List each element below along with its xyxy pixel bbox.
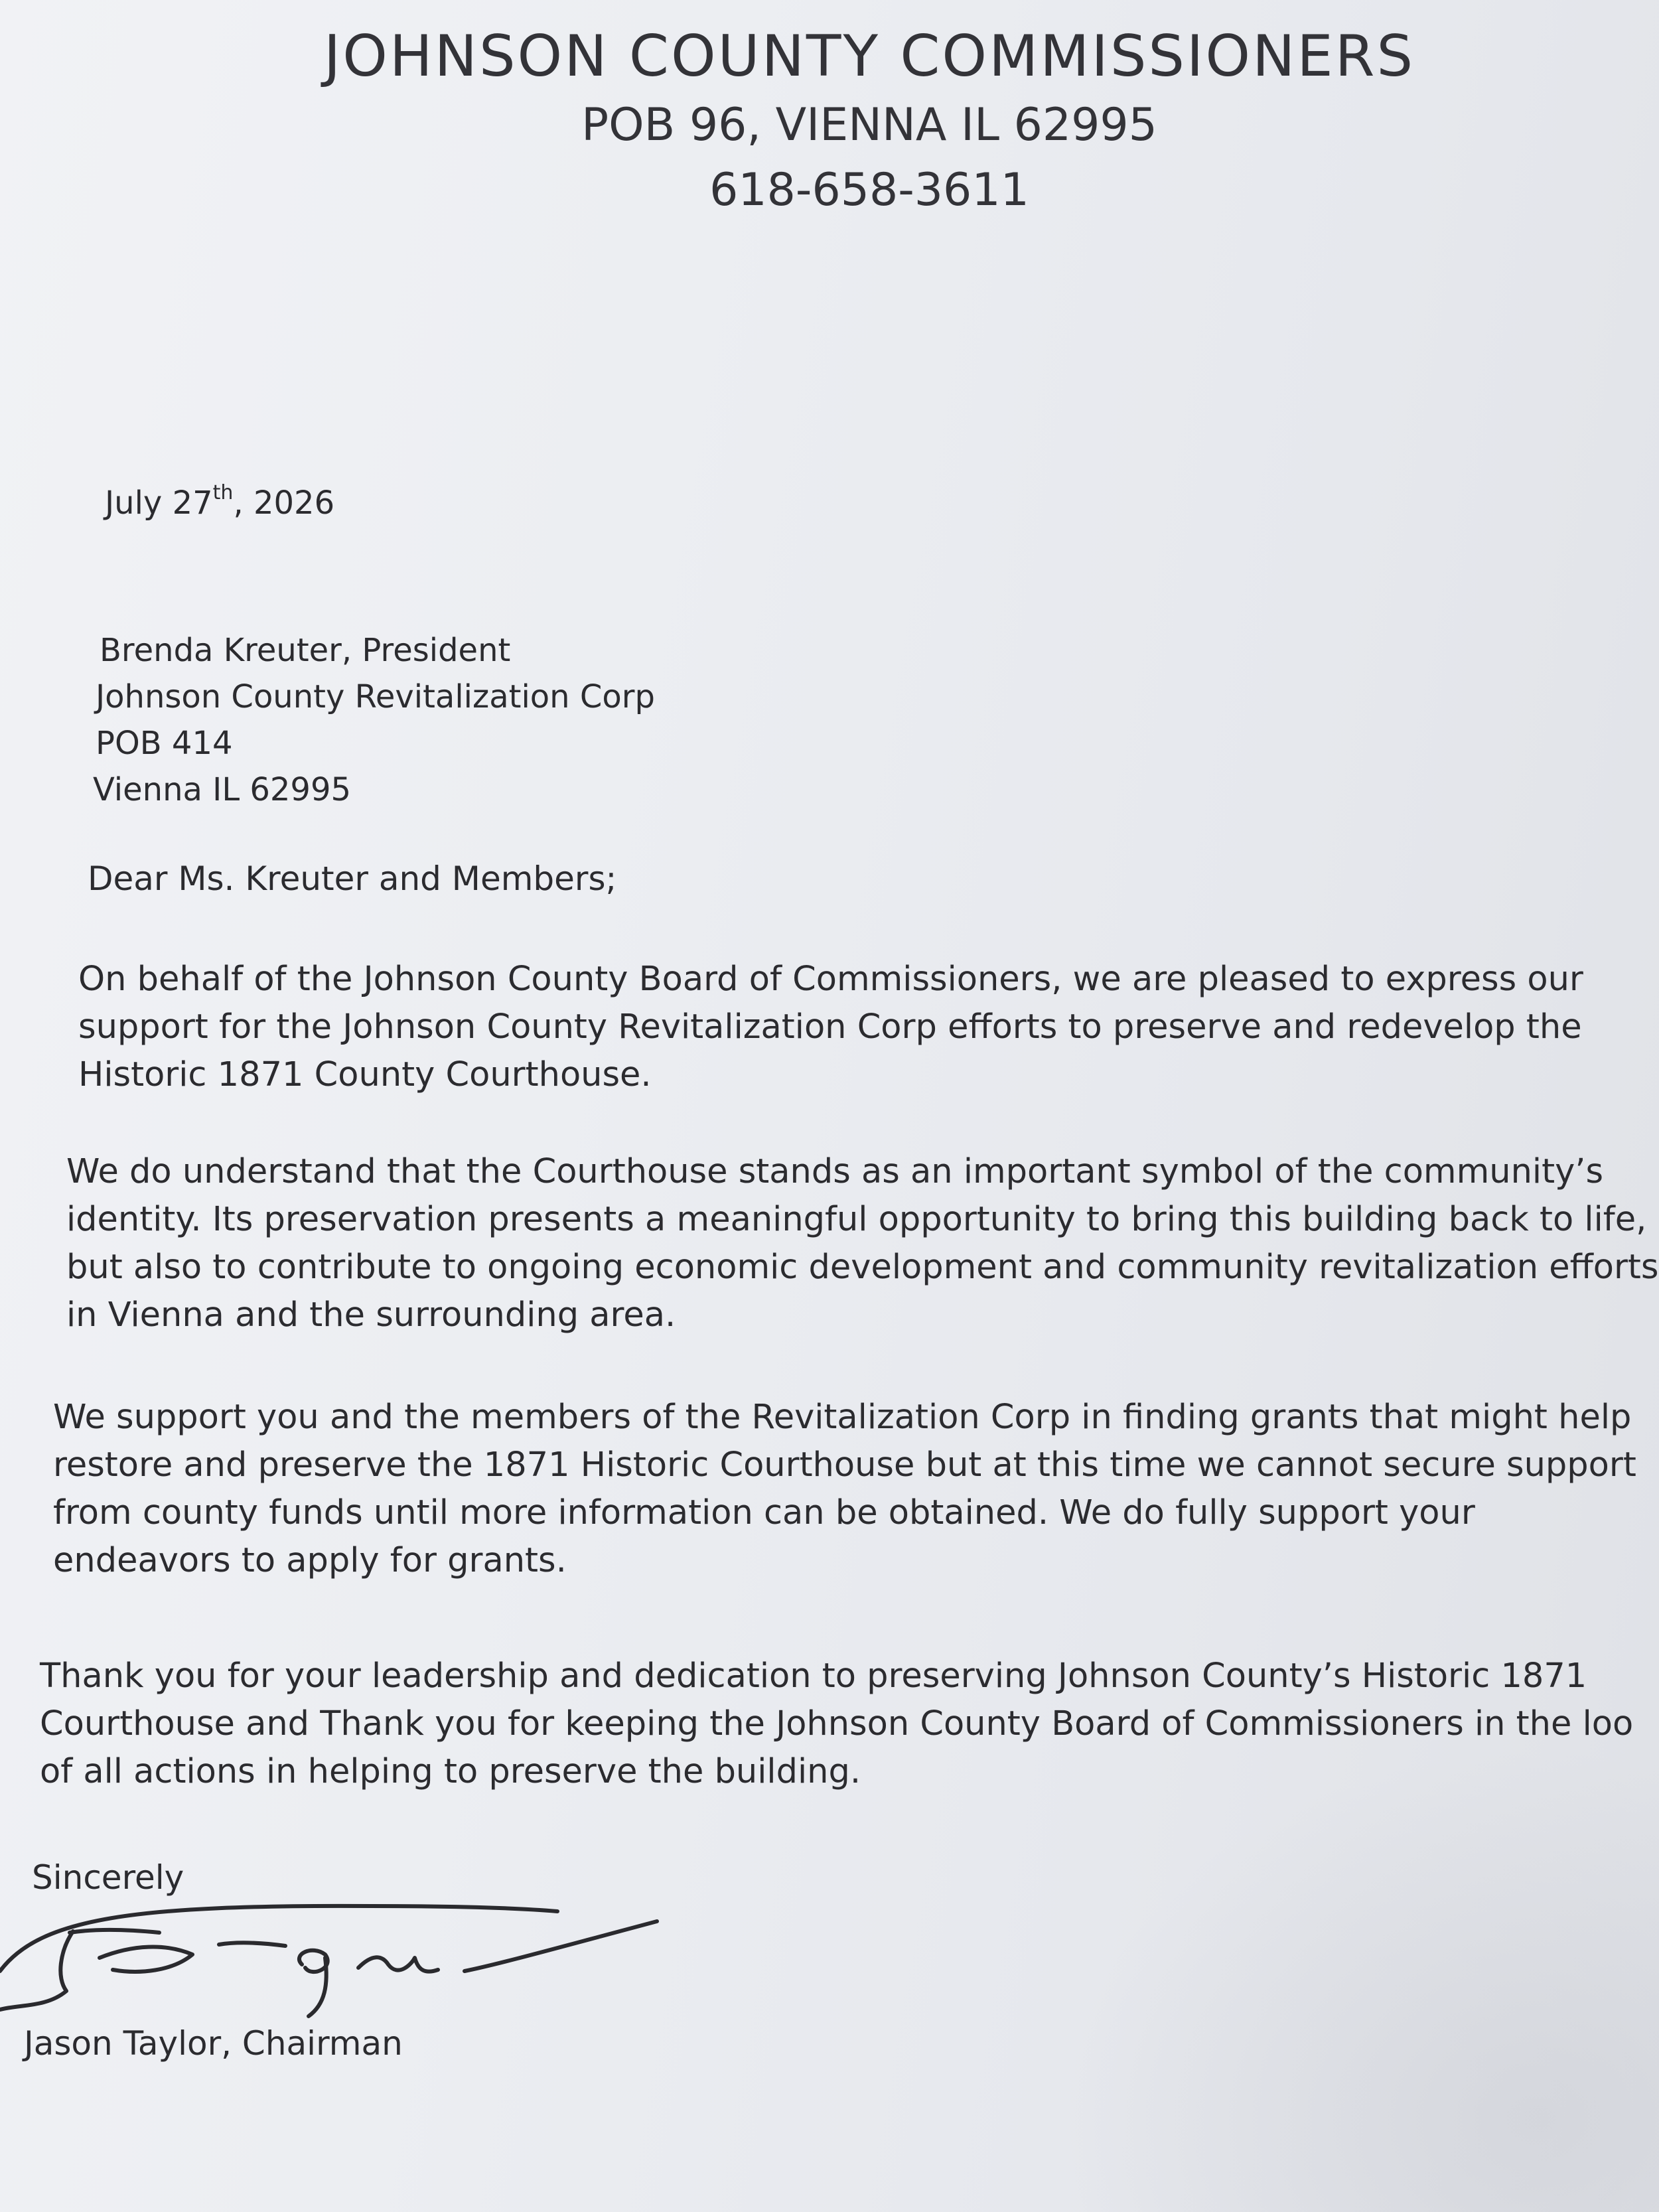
paragraph-line: support for the Johnson County Revitalization Corp efforts to preserve and redevelop the bbox=[78, 1007, 1582, 1047]
handwritten-signature bbox=[0, 1891, 664, 2024]
paragraph-line: Thank you for your leadership and dedication to preserving Johnson County’s Historic 1871 bbox=[40, 1657, 1587, 1696]
organization-name: JOHNSON COUNTY COMMISSIONERS bbox=[323, 23, 1415, 90]
body-paragraph bbox=[40, 1653, 1633, 1796]
paragraph-line: but also to contribute to ongoing economic development and community revitalization efforts bbox=[66, 1248, 1659, 1287]
paragraph-line: endeavors to apply for grants. bbox=[53, 1541, 567, 1580]
paragraph-line: of all actions in helping to preserve the building. bbox=[40, 1752, 861, 1791]
letterhead bbox=[0, 20, 1659, 223]
closing: Sincerely bbox=[32, 1858, 184, 1897]
recipient-line: Johnson County Revitalization Corp bbox=[96, 678, 655, 715]
paragraph-line: restore and preserve the 1871 Historic Courthouse but at this time we cannot secure support bbox=[53, 1445, 1636, 1485]
signer-name: Jason Taylor, Chairman bbox=[24, 2024, 403, 2063]
salutation: Dear Ms. Kreuter and Members; bbox=[88, 859, 617, 898]
paragraph-line: We support you and the members of the Revitalization Corp in finding grants that might help bbox=[53, 1398, 1632, 1437]
paragraph-line: Historic 1871 County Courthouse. bbox=[78, 1055, 652, 1094]
organization-address: POB 96, VIENNA IL 62995 bbox=[581, 99, 1157, 151]
date-month-day: July 27 bbox=[105, 484, 213, 522]
recipient-line: Vienna IL 62995 bbox=[93, 771, 352, 808]
body-paragraph bbox=[53, 1394, 1636, 1585]
organization-phone: 618-658-3611 bbox=[709, 164, 1029, 216]
date-year: , 2026 bbox=[233, 484, 335, 522]
paper-shadow bbox=[1062, 1747, 1659, 2212]
paragraph-line: Courthouse and Thank you for keeping the Johnson County Board of Commissioners in the loo bbox=[40, 1704, 1634, 1743]
recipient-line: POB 414 bbox=[96, 725, 233, 762]
letter-date bbox=[105, 481, 335, 522]
body-paragraph bbox=[78, 956, 1583, 1099]
body-paragraph bbox=[66, 1148, 1659, 1339]
recipient-address bbox=[93, 627, 655, 813]
recipient-line: Brenda Kreuter, President bbox=[100, 632, 511, 669]
date-ordinal: th bbox=[212, 481, 234, 504]
paragraph-line: We do understand that the Courthouse stands as an important symbol of the community’s bbox=[66, 1152, 1604, 1191]
paragraph-line: identity. Its preservation presents a meaningful opportunity to bring this building back to life, bbox=[66, 1200, 1647, 1239]
paragraph-line: from county funds until more information can be obtained. We do fully support your bbox=[53, 1493, 1475, 1532]
paragraph-line: in Vienna and the surrounding area. bbox=[66, 1295, 676, 1335]
paragraph-line: On behalf of the Johnson County Board of Commissioners, we are pleased to express our bbox=[78, 960, 1583, 999]
